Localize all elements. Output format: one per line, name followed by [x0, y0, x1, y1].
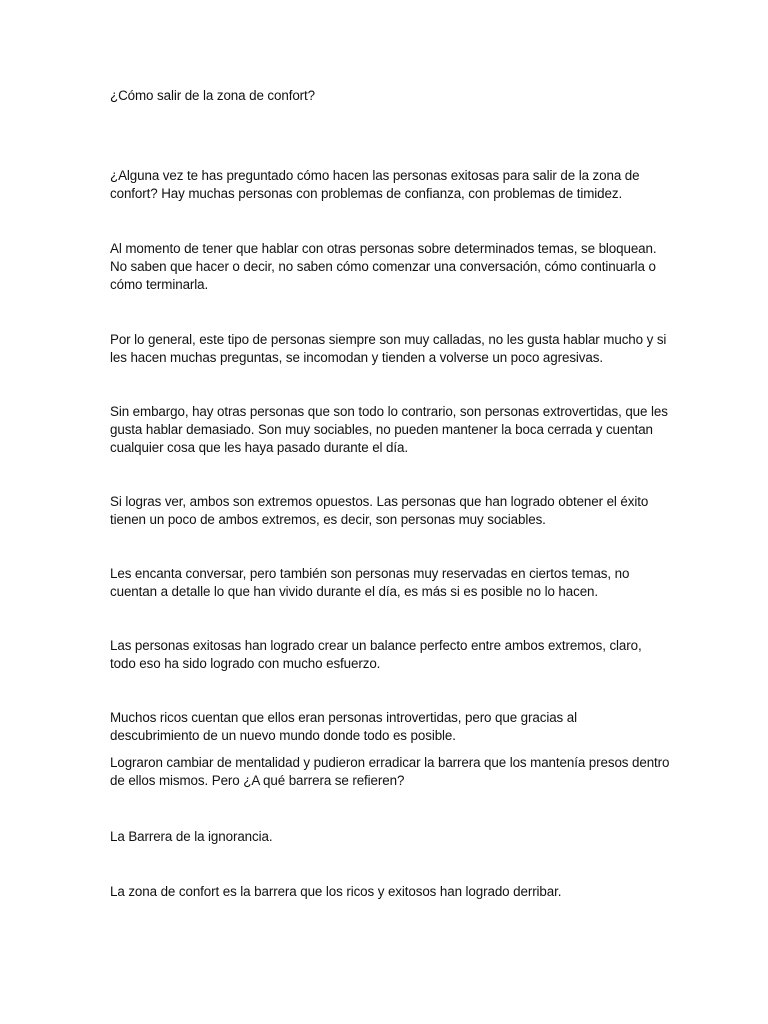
paragraph-6: Les encanta conversar, pero también son personas muy reservadas en ciertos temas, no cuentan a detalle lo que han vivido durante el día, es más si es posible no lo hacen.: [110, 566, 630, 599]
document-title: ¿Cómo salir de la zona de confort?: [110, 88, 316, 103]
paragraph-10: La Barrera de la ignorancia.: [110, 829, 273, 844]
paragraph-1: ¿Alguna vez te has preguntado cómo hacen las personas exitosas para salir de la zona de confort? Hay muchas personas con problemas de confianza, con problemas de timidez.: [110, 168, 640, 201]
paragraph-2: Al momento de tener que hablar con otras personas sobre determinados temas, se bloquean. No saben que hacer o decir, no saben cómo comenzar una conversación, cómo continuarla o cómo terminarla.: [110, 241, 657, 292]
paragraph-3: Por lo general, este tipo de personas siempre son muy calladas, no les gusta hablar mucho y si les hacen muchas preguntas, se incomodan y tienden a volverse un poco agresivas.: [110, 332, 667, 365]
paragraph-8: Muchos ricos cuentan que ellos eran personas introvertidas, pero que gracias al descubrimiento de un nuevo mundo donde todo es posible.: [110, 710, 577, 743]
paragraph-9: Lograron cambiar de mentalidad y pudieron erradicar la barrera que los mantenía presos dentro de ellos mismos. Pero ¿A qué barrera se refieren?: [110, 755, 670, 788]
paragraph-5: Si logras ver, ambos son extremos opuestos. Las personas que han logrado obtener el éxito tienen un poco de ambos extremos, es decir, son personas muy sociables.: [110, 494, 649, 527]
paragraph-4: Sin embargo, hay otras personas que son todo lo contrario, son personas extrovertidas, que les gusta hablar demasiado. Son muy sociables, no pueden mantener la boca cerrada y cuentan cualquier cosa que les haya pasado durante el día.: [110, 404, 668, 455]
paragraph-11: La zona de confort es la barrera que los ricos y exitosos han logrado derribar.: [110, 884, 562, 899]
paragraph-7: Las personas exitosas han logrado crear un balance perfecto entre ambos extremos, claro, todo eso ha sido logrado con mucho esfuerzo.: [110, 638, 642, 671]
